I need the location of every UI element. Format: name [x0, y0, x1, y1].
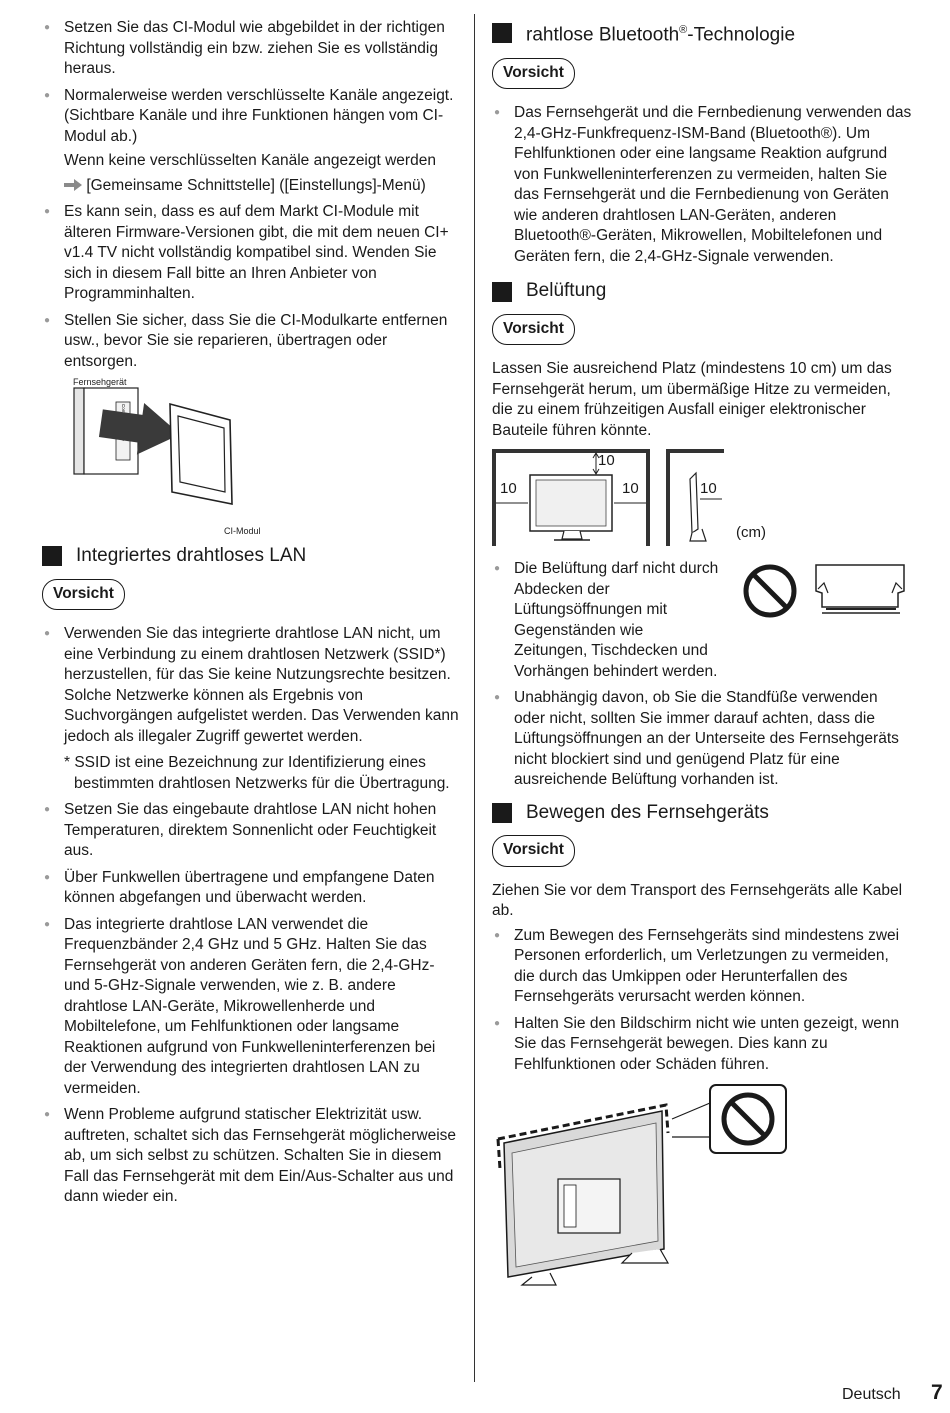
- bullet-lan-frequency: ● Das integrierte drahtlose LAN verwendet die Frequenzbänder 2,4 GHz und 5 GHz. Halten Sie das Fernsehgerät von anderen Geräten fern, die 2,4-GHz- und 5-GHz-Signale verwenden, wie z. B. andere drahtlose LAN-Geräte, Mikrowellenherde und Mobiltelefone, um Fehlfunktionen oder langsame Reaktionen aufgrund von Funkwelleninterferenzen bei der Verwendung des integrierten drahtlosen LAN zu vermeiden.: [42, 915, 462, 1100]
- bullet-lan-temperature: ● Setzen Sie das eingebaute drahtlose LAN nicht hohen Temperaturen, direktem Sonnenlicht oder Feuchtigkeit aus.: [42, 800, 462, 862]
- caution-badge-ventilation: Vorsicht: [492, 314, 575, 346]
- ventilation-intro: Lassen Sie ausreichend Platz (mindestens 10 cm) um das Fernsehgerät herum, um übermäßige Hitze zu vermeiden, die zu einem frühzeitigen Ausfall einiger elektronischer Bauteile führen könnte.: [492, 360, 892, 439]
- ci-module-figure: [42, 372, 302, 534]
- dim-top: 10: [598, 452, 615, 470]
- bullet-lan-ssid: ● Verwenden Sie das integrierte drahtlose LAN nicht, um eine Verbindung zu einem drahtlosen Netzwerk (SSID*) herzustellen, für das Sie keine Nutzungsrechte besitzen. Solche Netzwerke können als Ergebnis von Suchvorgängen aufgelistet werden. Das Verwenden kann jedoch als illegaler Zugriff gewertet werden.: [42, 624, 462, 747]
- moving-tv-figure: [492, 1081, 912, 1291]
- tv-hold-illustration: [492, 1081, 912, 1291]
- bullet-moving-two-people: ● Zum Bewegen des Fernsehgeräts sind mindestens zwei Personen erforderlich, um Verletzungen zu vermeiden, die durch das Umkippen oder Herunterfallen des Fernsehgeräts verursacht werden können.: [492, 926, 912, 1008]
- bullet-firmware: ● Es kann sein, dass es auf dem Markt CI-Module mit älteren Firmware-Versionen gibt, die mit dem neuen CI+ v1.4 TV nicht vollständig kompatibel sind. Wenden Sie sich in diesem Fall bitte an Ihren Anbieter von Programminhalten.: [42, 202, 462, 305]
- bullet-encrypted-channels: ● Normalerweise werden verschlüsselte Kanäle angezeigt. (Sichtbare Kanäle und ihre Funktionen hängen vom CI-Modul ab.): [42, 86, 462, 148]
- heading-ventilation: [492, 281, 912, 302]
- caution-badge-bluetooth: Vorsicht: [492, 58, 575, 90]
- section-square-icon: [492, 23, 512, 43]
- heading-moving: [492, 803, 912, 824]
- ventilation-clearance-figure: [492, 449, 912, 559]
- ventilation-icons: [720, 559, 910, 688]
- label-tv: Fernsehgerät: [73, 377, 127, 387]
- note-ssid-text: * SSID ist eine Bezeichnung zur Identifizierung eines bestimmten drahtlosen Netzwerks für die Übertragung.: [64, 754, 450, 792]
- arrow-right-icon: [64, 179, 82, 191]
- dim-side: 10: [700, 480, 717, 498]
- bullet-lan-intercept: ● Über Funkwellen übertragene und empfangene Daten können abgefangen und überwacht werden.: [42, 868, 462, 909]
- dim-right: 10: [622, 480, 639, 498]
- label-ci-module: CI-Modul: [224, 526, 261, 536]
- page-number: 7: [931, 1381, 943, 1404]
- section-square-icon: [492, 282, 512, 302]
- no-channels-text: Wenn keine verschlüsselten Kanäle angezeigt werden: [64, 152, 436, 169]
- menu-reference: [42, 176, 462, 197]
- dim-left: 10: [500, 480, 517, 498]
- ci-module-illustration: [42, 382, 302, 532]
- heading-bluetooth-post: -Technologie: [687, 24, 796, 46]
- prohibited-icon: [740, 561, 800, 621]
- covered-tv-icon: [812, 559, 908, 619]
- bullet-bluetooth: ● Das Fernsehgerät und die Fernbedienung verwenden das 2,4-GHz-Funkfrequenz-ISM-Band (Bluetooth®). Um Fehlfunktionen oder eine langsame Reaktion aufgrund von Funkwelleninterferenzen zu vermeiden, halten Sie das Fernsehgerät und die Fernbedienung von Geräten wie anderen drahtlosen LAN-Geräten, anderen Bluetooth®-Geräten, Mikrowellen, Mobiltelefonen und Geräten fern, die 2,4-GHz-Signale verwenden.: [492, 103, 912, 267]
- ventilation-bullet-row: [492, 559, 912, 688]
- bullet-insert-module: ● Setzen Sie das CI-Modul wie abgebildet in der richtigen Richtung vollständig ein bzw. ziehen Sie es vollständig heraus.: [42, 18, 462, 80]
- bullet-lan-static: ● Wenn Probleme aufgrund statischer Elektrizität usw. auftreten, schaltet sich das Fernsehgerät möglicherweise ab, um sich selbst zu schützen. Schalten Sie in diesem Fall das Fernsehgerät mit dem Ein/Aus-Schalter aus und dann wieder ein.: [42, 1105, 462, 1208]
- bullet-moving-screen: ● Halten Sie den Bildschirm nicht wie unten gezeigt, wenn Sie das Fernsehgerät bewegen. Dies kann zu Fehlfunktionen oder Schäden führen.: [492, 1014, 912, 1076]
- heading-moving-text: Bewegen des Fernsehgeräts: [526, 801, 769, 823]
- footer-language: Deutsch: [842, 1386, 901, 1403]
- heading-bluetooth: [492, 20, 912, 46]
- bullet-ventilation-cover: ● Die Belüftung darf nicht durch Abdecken der Lüftungsöffnungen mit Gegenständen wie Zeitungen, Tischdecken und Vorhängen behindert werden.: [492, 559, 720, 682]
- note-ssid: [42, 753, 462, 794]
- unit-label: (cm): [736, 524, 766, 542]
- bullet-ventilation-stand: ● Unabhängig davon, ob Sie die Standfüße verwenden oder nicht, sollten Sie immer darauf achten, dass die Lüftungsöffnungen an der Unterseite des Fernsehgeräts nicht blockiert sind und genügend Platz für eine ausreichende Belüftung vorhanden ist.: [492, 688, 912, 791]
- menu-reference-text: [Gemeinsame Schnittstelle] ([Einstellungs]-Menü): [86, 176, 426, 194]
- left-column: [42, 18, 462, 1214]
- heading-bluetooth-reg: ®: [679, 24, 688, 36]
- moving-intro: Ziehen Sie vor dem Transport des Fernsehgeräts alle Kabel ab.: [492, 881, 903, 920]
- bullet-remove-card: ● Stellen Sie sicher, dass Sie die CI-Modulkarte entfernen usw., bevor Sie sie reparieren, übertragen oder entsorgen.: [42, 311, 462, 373]
- section-square-icon: [492, 803, 512, 823]
- heading-lan-text: Integriertes drahtloses LAN: [76, 545, 307, 566]
- heading-bluetooth-pre: rahtlose Bluetooth: [526, 24, 680, 46]
- heading-ventilation-text: Belüftung: [526, 280, 607, 302]
- caution-badge-moving: Vorsicht: [492, 835, 575, 867]
- heading-lan: [42, 546, 462, 567]
- column-divider: [474, 14, 475, 1382]
- caution-badge-lan: Vorsicht: [42, 579, 125, 611]
- heading-bluetooth-text: [526, 20, 795, 46]
- right-column: [492, 20, 912, 1291]
- section-square-icon: [42, 546, 62, 566]
